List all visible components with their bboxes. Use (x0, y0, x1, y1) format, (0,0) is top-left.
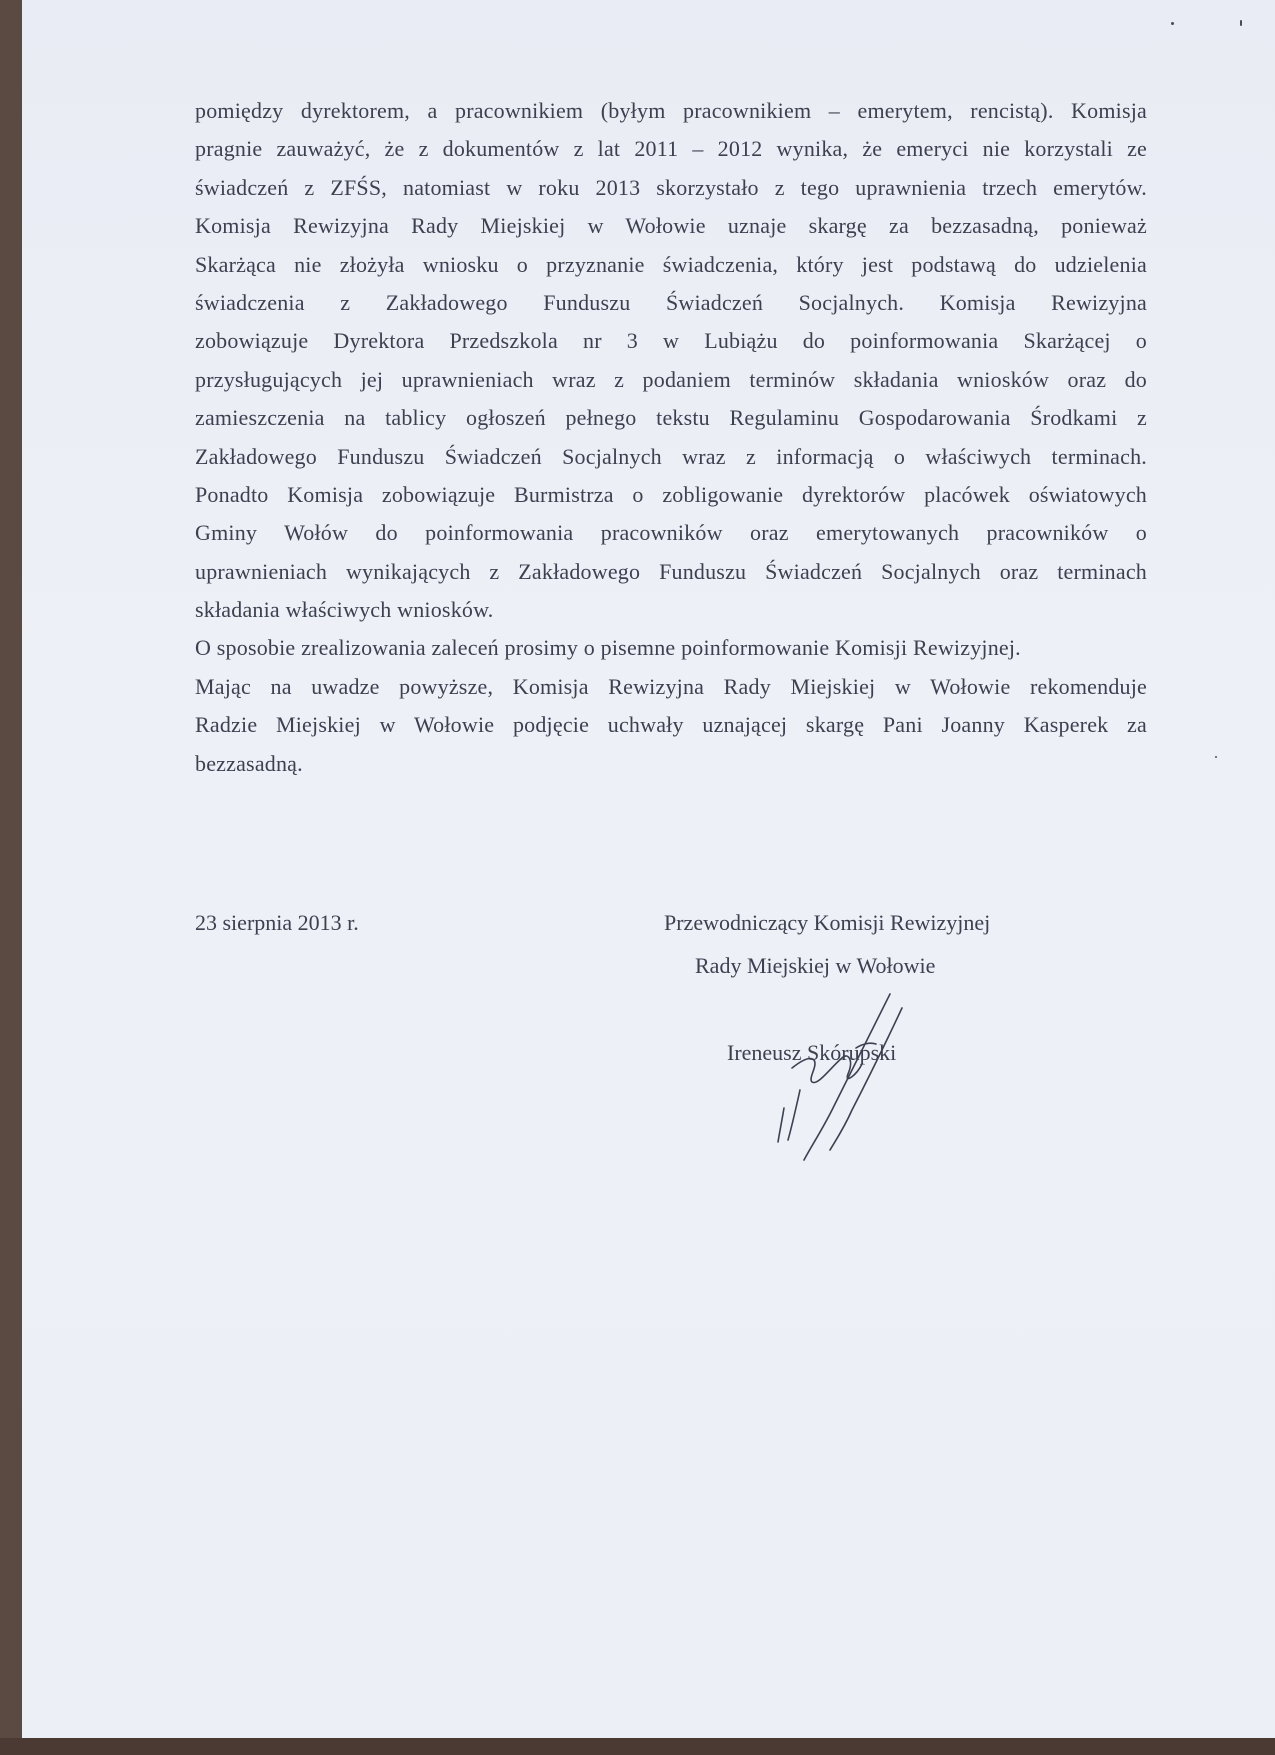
body-line: bezzasadną. (195, 750, 303, 776)
scan-speck (1215, 756, 1217, 758)
signatory-title: Przewodniczący Komisji Rewizyjnej (664, 910, 991, 935)
body-line: O sposobie zrealizowania zaleceń prosimy o pisemne poinformowanie Komisji Rewizyjnej. (195, 635, 1021, 661)
signatory-council: Rady Miejskiej w Wołowie (695, 953, 936, 978)
body-line: Komisja Rewizyjna Rady Miejskiej w Wołowie uznaje skargę za bezzasadną, ponieważ (195, 213, 1147, 239)
body-line: Skarżąca nie złożyła wniosku o przyznanie świadczenia, który jest podstawą do udzielenia (195, 251, 1147, 277)
body-line: przysługujących jej uprawnieniach wraz z podaniem terminów składania wniosków oraz do (195, 366, 1147, 392)
body-line: zamieszczenia na tablicy ogłoszeń pełnego tekstu Regulaminu Gospodarowania Środkami z (195, 405, 1147, 431)
body-line: pragnie zauważyć, że z dokumentów z lat 2011 – 2012 wynika, że emeryci nie korzystali ze (195, 136, 1147, 162)
scan-speck (1240, 20, 1242, 26)
document-body (195, 92, 1147, 783)
scan-bottom-edge (0, 1738, 1275, 1755)
body-line: składania właściwych wniosków. (195, 597, 494, 623)
body-line: świadczeń z ZFŚS, natomiast w roku 2013 skorzystało z tego uprawnienia trzech emerytów. (195, 174, 1147, 200)
body-line: Gminy Wołów do poinformowania pracowników oraz emerytowanych pracowników o (195, 520, 1147, 546)
signatory-name: Ireneusz Skórupski (727, 1040, 897, 1065)
document-date: 23 sierpnia 2013 r. (195, 910, 359, 935)
handwritten-signature (752, 990, 912, 1170)
body-line: Mając na uwadze powyższe, Komisja Rewizyjna Rady Miejskiej w Wołowie rekomenduje (195, 673, 1147, 699)
body-line: pomiędzy dyrektorem, a pracownikiem (byłym pracownikiem – emerytem, rencistą). Komisja (195, 98, 1147, 123)
scan-speck (1171, 22, 1174, 25)
body-line: uprawnieniach wynikających z Zakładowego Funduszu Świadczeń Socjalnych oraz terminach (195, 558, 1147, 584)
body-line: Radzie Miejskiej w Wołowie podjęcie uchwały uznającej skargę Pani Joanny Kasperek za (195, 712, 1147, 738)
body-line: świadczenia z Zakładowego Funduszu Świadczeń Socjalnych. Komisja Rewizyjna (195, 289, 1147, 315)
body-line: Zakładowego Funduszu Świadczeń Socjalnych wraz z informacją o właściwych terminach. (195, 443, 1147, 469)
body-line: Ponadto Komisja zobowiązuje Burmistrza o zobligowanie dyrektorów placówek oświatowych (195, 481, 1147, 507)
body-line: zobowiązuje Dyrektora Przedszkola nr 3 w Lubiążu do poinformowania Skarżącej o (195, 328, 1147, 354)
